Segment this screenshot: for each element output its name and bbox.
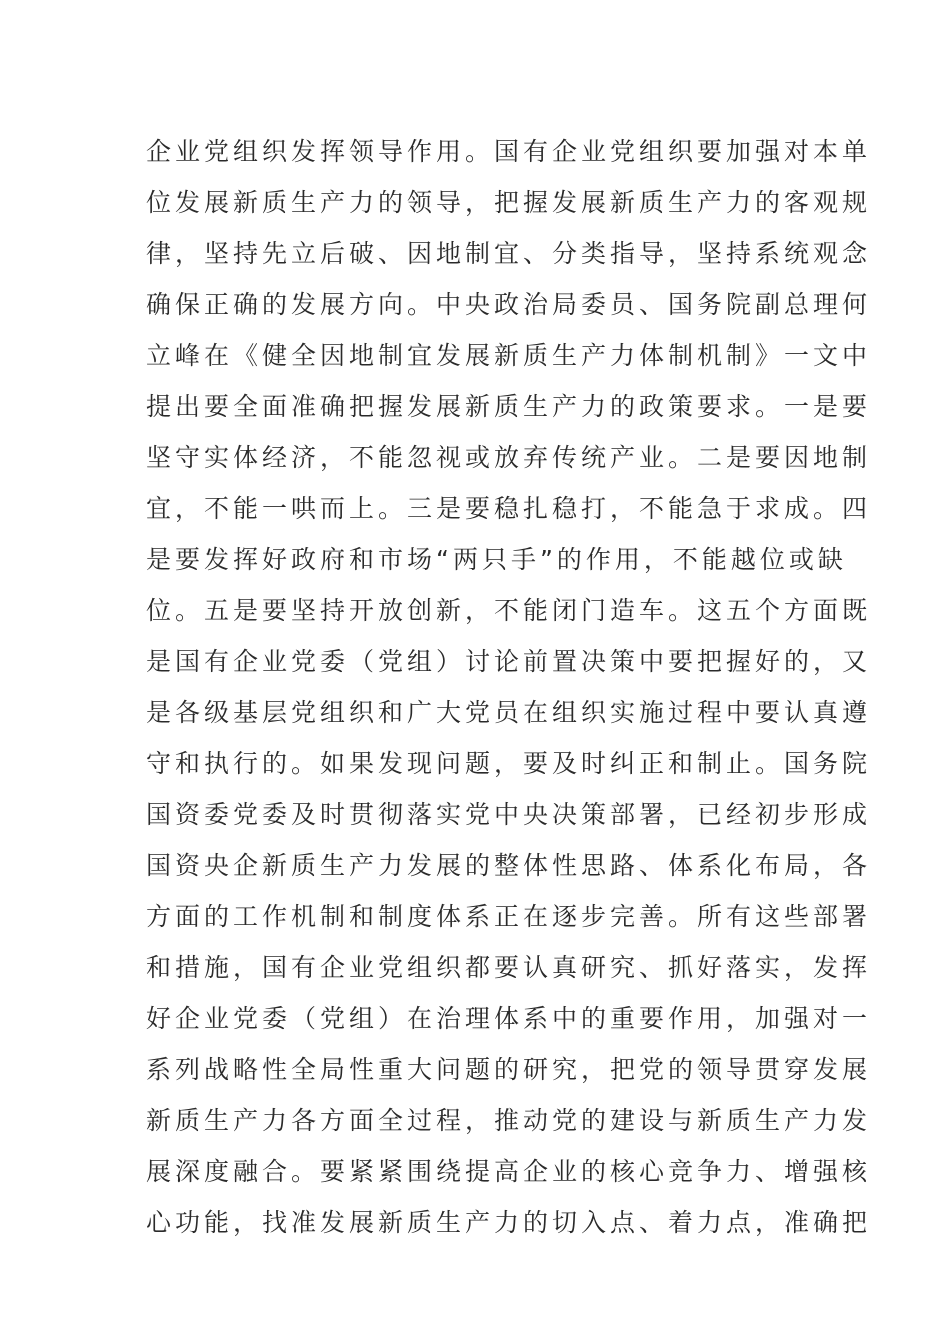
text-line: 新质生产力各方面全过程，推动党的建设与新质生产力发 xyxy=(146,1106,872,1135)
text-line: 律，坚持先立后破、因地制宜、分类指导，坚持系统观念 xyxy=(146,239,872,268)
text-line: 立峰在《健全因地制宜发展新质生产力体制机制》一文中 xyxy=(146,341,872,370)
text-line: 系列战略性全局性重大问题的研究，把党的领导贯穿发展 xyxy=(146,1055,872,1084)
text-line: 国资委党委及时贯彻落实党中央决策部署，已经初步形成 xyxy=(146,800,872,829)
text-line: 好企业党委（党组）在治理体系中的重要作用，加强对一 xyxy=(146,1004,872,1033)
text-line: 展深度融合。要紧紧围绕提高企业的核心竞争力、增强核 xyxy=(146,1157,872,1186)
body-paragraph xyxy=(146,126,872,1248)
text-line: 国资央企新质生产力发展的整体性思路、体系化布局，各 xyxy=(146,851,872,880)
text-line: 和措施，国有企业党组织都要认真研究、抓好落实，发挥 xyxy=(146,953,872,982)
text-line: 是国有企业党委（党组）讨论前置决策中要把握好的，又 xyxy=(146,647,872,676)
text-line: 宜，不能一哄而上。三是要稳扎稳打，不能急于求成。四 xyxy=(146,494,872,523)
text-line: 位发展新质生产力的领导，把握发展新质生产力的客观规 xyxy=(146,188,872,217)
text-line: 是要发挥好政府和市场“两只手”的作用，不能越位或缺 xyxy=(146,545,847,574)
text-line: 确保正确的发展方向。中央政治局委员、国务院副总理何 xyxy=(146,290,872,319)
text-line: 方面的工作机制和制度体系正在逐步完善。所有这些部署 xyxy=(146,902,872,931)
text-line: 心功能，找准发展新质生产力的切入点、着力点，准确把 xyxy=(146,1208,872,1237)
text-line: 坚守实体经济，不能忽视或放弃传统产业。二是要因地制 xyxy=(146,443,872,472)
text-line: 提出要全面准确把握发展新质生产力的政策要求。一是要 xyxy=(146,392,872,421)
text-line: 是各级基层党组织和广大党员在组织实施过程中要认真遵 xyxy=(146,698,872,727)
text-line: 位。五是要坚持开放创新，不能闭门造车。这五个方面既 xyxy=(146,596,872,625)
text-line: 企业党组织发挥领导作用。国有企业党组织要加强对本单 xyxy=(146,137,872,166)
text-line: 守和执行的。如果发现问题，要及时纠正和制止。国务院 xyxy=(146,749,872,778)
